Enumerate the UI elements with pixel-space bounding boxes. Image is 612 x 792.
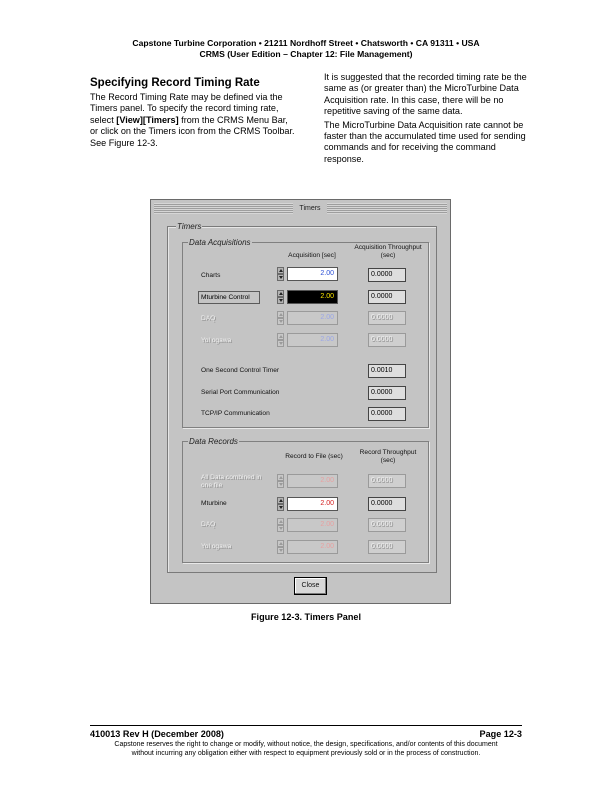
- mturbine-acq-input[interactable]: 2.00: [287, 290, 338, 304]
- tcpip-value: 0.0000: [368, 407, 406, 421]
- charts-spinner[interactable]: [277, 267, 284, 281]
- close-button[interactable]: Close: [294, 577, 327, 595]
- figure-caption: Figure 12-3. Timers Panel: [250, 612, 361, 622]
- spin-down-icon[interactable]: [277, 504, 284, 511]
- spin-down-icon: [277, 525, 284, 532]
- daq-rec-spinner: [277, 518, 284, 532]
- serial-port-label: Serial Port Communication: [201, 389, 280, 396]
- footer-rule: [90, 725, 522, 726]
- charts-label: Charts: [201, 272, 221, 279]
- spin-down-icon: [277, 340, 284, 347]
- all-data-spinner: [277, 474, 284, 488]
- yokogawa-rec-label: Yol ogawa: [201, 543, 232, 550]
- footer-note-1: Capstone reserves the right to change or modify, without notice, the design, specifications, and/or contents of this document: [114, 741, 498, 748]
- spin-down-icon[interactable]: [277, 274, 284, 281]
- spin-down-icon: [277, 547, 284, 554]
- mturbine-rec-spinner[interactable]: [277, 497, 284, 511]
- right-column: [324, 72, 529, 167]
- acq-group-label: Data Acquisitions: [189, 238, 251, 247]
- all-data-label: All Data combined in one file: [201, 474, 262, 489]
- daq-rec-throughput: 0.0000: [368, 518, 406, 532]
- window-title: Timers: [293, 203, 327, 214]
- mturbine-spinner[interactable]: [277, 290, 284, 304]
- all-data-rec-input: 2.00: [287, 474, 338, 488]
- yokogawa-rec-throughput: 0.0000: [368, 540, 406, 554]
- intro-text-a: The Record Timing Rate may be defined via the Timers panel. To specify the record timing rate, select: [90, 92, 283, 125]
- spin-down-icon: [277, 481, 284, 488]
- mturbine-throughput: 0.0000: [368, 290, 406, 304]
- rec-col-header: Record to File (sec): [285, 453, 343, 460]
- mturbine-rec-input[interactable]: 2.00: [287, 497, 338, 511]
- spin-down-icon[interactable]: [277, 297, 284, 304]
- spin-up-icon[interactable]: [277, 497, 284, 504]
- one-second-timer-value: 0.0010: [368, 364, 406, 378]
- spin-up-icon: [277, 540, 284, 547]
- spin-down-icon: [277, 318, 284, 325]
- intro-text-c: from the CRMS Menu Bar, or click on the Timers icon from the CRMS Toolbar. See Figure 12-3.: [90, 114, 295, 148]
- one-second-timer-label: One Second Control Timer: [201, 367, 280, 374]
- daq-rec-input: 2.00: [287, 518, 338, 532]
- acq-throughput-header: Acquisition Throughput (sec): [354, 244, 422, 259]
- yokogawa-rec-input: 2.00: [287, 540, 338, 554]
- daq-label: DAQ: [201, 315, 216, 322]
- acq-col-header: Acquisition [sec]: [288, 252, 336, 259]
- timers-window: [150, 199, 451, 604]
- menu-path: [View][Timers]: [116, 114, 179, 125]
- section-title: Specifying Record Timing Rate: [90, 77, 260, 89]
- panel-label: Timers: [177, 222, 202, 231]
- header-line-1: Capstone Turbine Corporation • 21211 Nordhoff Street • Chatsworth • CA 91311 • USA: [132, 38, 480, 48]
- daq-throughput: 0.0000: [368, 311, 406, 325]
- yokogawa-throughput: 0.0000: [368, 333, 406, 347]
- doc-revision: 410013 Rev H (December 2008): [90, 729, 224, 739]
- spin-up-icon: [277, 311, 284, 318]
- yokogawa-acq-input: 2.00: [287, 333, 338, 347]
- tcpip-label: TCP/IP Communication: [201, 410, 270, 417]
- charts-throughput: 0.0000: [368, 268, 406, 282]
- yokogawa-label: Yol ogawa: [201, 337, 232, 344]
- serial-port-value: 0.0000: [368, 386, 406, 400]
- footer-note-2: without incurring any obligation either with respect to equipment previously sold or in the process of construction.: [131, 750, 481, 757]
- right-paragraph-1: It is suggested that the recorded timing rate be the same as (or greater than) the MicroTurbine Data Acquisition rate. In this case, there will be no repetitive saving of the same data.: [324, 72, 527, 117]
- spin-up-icon[interactable]: [277, 267, 284, 274]
- all-data-throughput: 0.0000: [368, 474, 406, 488]
- spin-up-icon[interactable]: [277, 290, 284, 297]
- header-line-2: CRMS (User Edition – Chapter 12: File Management): [199, 49, 413, 59]
- left-column: [90, 76, 295, 149]
- charts-acq-input[interactable]: 2.00: [287, 267, 338, 281]
- spin-up-icon: [277, 474, 284, 481]
- daq-spinner: [277, 311, 284, 325]
- right-paragraph-2: The MicroTurbine Data Acquisition rate cannot be faster than the accumulated time used for sending commands and for receiving the command response.: [324, 119, 526, 164]
- spin-up-icon: [277, 333, 284, 340]
- page-number: Page 12-3: [479, 729, 522, 739]
- daq-acq-input: 2.00: [287, 311, 338, 325]
- mturbine-rec-label: Mturbine: [201, 500, 227, 507]
- rec-throughput-header: Record Throughput (sec): [359, 449, 417, 464]
- daq-rec-label: DAQ: [201, 521, 216, 528]
- yokogawa-spinner: [277, 333, 284, 347]
- rec-group-label: Data Records: [189, 437, 238, 446]
- mturbine-rec-throughput: 0.0000: [368, 497, 406, 511]
- spin-up-icon: [277, 518, 284, 525]
- yokogawa-rec-spinner: [277, 540, 284, 554]
- mturbine-control-label[interactable]: Mturbine Control: [198, 291, 260, 304]
- title-bar[interactable]: [154, 203, 447, 214]
- intro-paragraph: [90, 92, 295, 149]
